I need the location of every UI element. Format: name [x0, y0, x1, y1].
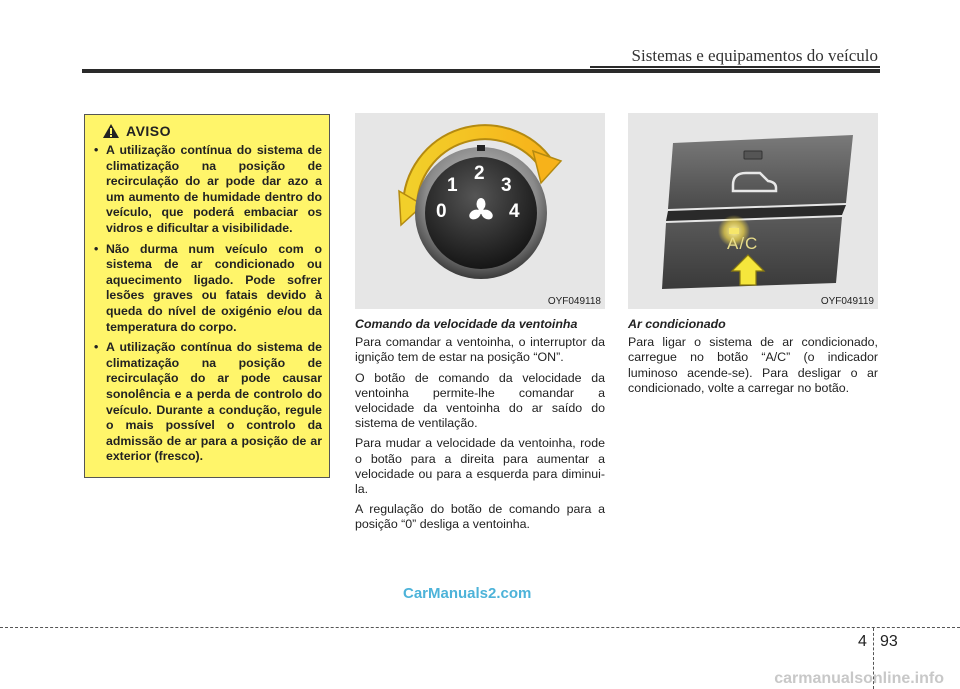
watermark-link[interactable]: CarManuals2.com [403, 585, 532, 602]
warning-item: • A utilização contínua do sistema de climatização na posição de recirculação do ar pode dar azo a um aumento de humidade dentro do veículo, que poderá embaciar os vidros e dificultar a visibilidade. [92, 143, 322, 237]
section-title: Ar condicionado [628, 317, 726, 331]
figure-code: OYF049118 [547, 296, 601, 307]
ac-button-label: A/C [727, 234, 759, 253]
figure-code: OYF049119 [820, 296, 874, 307]
paragraph: Para mudar a velocidade da ventoinha, rode o botão para a direita para aumentar a velocidade ou para a esquerda para diminui-la. [355, 436, 605, 497]
ac-panel-illustration [628, 113, 878, 309]
warning-header [102, 123, 322, 139]
fan-speed-3: 3 [501, 175, 512, 196]
page-header-title: Sistemas e equipamentos do veículo [631, 46, 878, 65]
warning-box [84, 114, 330, 478]
fan-speed-2: 2 [474, 163, 485, 184]
warning-item: • Não durma num veículo com o sistema de ar condicionado ou aquecimento ligado. Pode sofrer lesões graves ou fatais devido à queda do nível de oxigénio e/ou da temperatura do corpo. [92, 242, 322, 336]
site-watermark: carmanualsonline.info [774, 670, 944, 687]
warning-item: • A utilização contínua do sistema de climatização na posição de recirculação do ar pode causar sonolência e a perda de controlo do veículo. Durante a condução, regule o mais possível o controlo da admissão de ar para a posição de ar exterior (fresco). [92, 340, 322, 465]
paragraph: O botão de comando da velocidade da ventoinha permite-lhe comandar a velocidade da ventoinha do ar saído do sistema de ventilação. [355, 370, 605, 431]
paragraph: Para comandar a ventoinha, o interruptor da ignição tem de estar na posição “ON”. [355, 335, 605, 365]
fan-icon [466, 196, 496, 226]
chapter-number: 4 [858, 633, 867, 650]
header-rule-upper [590, 66, 880, 68]
warning-list [92, 143, 322, 465]
fan-knob-figure [355, 113, 605, 309]
paragraph: A regulação do botão de comando para a posição “0” desliga a ventoinha. [355, 502, 605, 532]
footer-rule [0, 627, 960, 628]
fan-speed-1: 1 [447, 175, 458, 196]
warning-triangle-icon [102, 123, 120, 139]
paragraph: Para ligar o sistema de ar condicionado, carregue no botão “A/C” (o indicador luminoso acende-se). Para desligar o ar condicionado, volte a carregar no botão. [628, 335, 878, 395]
fan-speed-0: 0 [436, 201, 447, 222]
warning-title: AVISO [126, 123, 172, 139]
fan-speed-section [355, 317, 605, 538]
page-number: 93 [880, 633, 898, 650]
ac-section [628, 317, 878, 401]
section-title: Comando da velocidade da ventoinha [355, 317, 578, 331]
fan-speed-4: 4 [509, 201, 520, 222]
ac-button-figure [628, 113, 878, 309]
header-rule [82, 69, 880, 73]
